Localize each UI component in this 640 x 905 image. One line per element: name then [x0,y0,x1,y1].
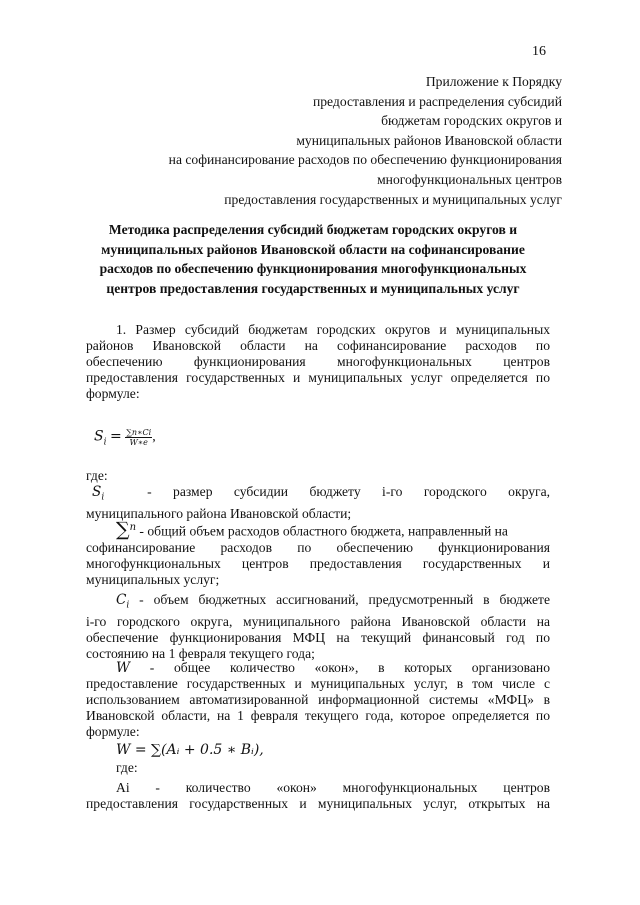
definition-line: Ai - количество «окон» многофункциональных центров [116,780,550,795]
definition-text: - общее количество «окон», в которых организовано [129,660,550,675]
formula-numerator: ∑n∗Ci [126,428,152,437]
title-line: муниципальных районов Ивановской области на софинансирование [101,241,525,257]
appendix-header [169,72,562,209]
definition-w [86,660,550,740]
paragraph-1 [86,322,550,402]
appendix-line: Приложение к Порядку [425,74,562,89]
definition-line: Ивановской области, на 1 февраля текущего года, которое определяется по [86,708,550,723]
definition-line: предоставление государственных и муниципальных услуг, в том числе с [86,676,550,691]
definition-a [86,780,550,812]
appendix-line: бюджетам городских округов и [381,113,562,129]
definition-text: - общий объем расходов областного бюджета, направленный на [136,523,508,539]
symbol-c: C [116,592,127,608]
document-title [56,220,570,298]
definition-text: - объем бюджетных ассигнований, предусмотренный в бюджете [129,592,550,607]
definition-line: муниципального района Ивановской области; [86,505,352,521]
definition-line [86,484,550,506]
symbol-n: n [129,522,137,533]
paragraph-line: обеспечению функционирования многофункциональных центров [86,354,550,369]
formula-windows: W = ∑(Aᵢ + 0.5 ∗ Bᵢ), [116,742,264,758]
formula-denominator: W∗e [129,438,148,447]
formula-fraction [125,428,152,447]
appendix-line: муниципальных районов Ивановской области [296,132,562,148]
page-number: 16 [532,44,546,59]
definition-line: i-го городского округа, муниципального района Ивановской области на [86,613,550,629]
paragraph-line: предоставления государственных и муниципальных услуг определяется по [86,370,550,385]
paragraph-line: формуле: [86,386,140,401]
definition-line [86,592,550,614]
symbol-w: W [116,660,130,676]
title-line: центров предоставления государственных и муниципальных услуг [106,280,520,296]
definition-sum-n [86,520,550,588]
appendix-line: на софинансирование расходов по обеспечению функционирования [168,152,562,168]
paragraph-line: 1. Размер субсидий бюджетам городских округов и муниципальных [116,322,550,337]
definition-line [86,660,550,676]
definition-line: муниципальных услуг; [86,571,220,587]
formula-lhs: S [94,428,104,445]
definition-text: - размер субсидии бюджету i-го городского округа, [147,484,551,499]
symbol-s-sub: i [101,492,105,503]
definition-c [86,592,550,662]
appendix-line: многофункциональных центров [377,171,562,187]
symbol-s: S [92,484,102,500]
paragraph-line: районов Ивановской области на софинансирование расходов по [86,338,550,353]
where-label: где: [86,468,108,483]
where-label-2: где: [116,760,138,775]
definition-line: состоянию на 1 февраля текущего года; [86,645,315,661]
definition-line: использованием автоматизированной информационной системы «МФЦ» в [86,692,550,707]
title-line: расходов по обеспечению функционирования многофункциональных [99,261,527,276]
appendix-line: предоставления и распределения субсидий [312,93,562,109]
sigma-symbol: ∑ [116,518,130,541]
appendix-line: предоставления государственных и муниципальных услуг [224,191,562,207]
title-line: Методика распределения субсидий бюджетам городских округов и [108,222,518,237]
definition-line: формуле: [86,724,140,739]
symbol-c-sub: i [126,600,130,611]
definition-line: предоставления государственных и муниципальных услуг, открытых на [86,796,550,811]
definition-line: обеспечение функционирования МФЦ на текущий финансовый год по [86,629,550,645]
formula-lhs-sub: i [103,437,107,448]
definition-line: многофункциональных центров предоставления государственных и [86,555,550,571]
definition-s [86,484,550,522]
formula-tail: , [152,429,156,445]
definition-line [86,520,550,540]
definition-line: софинансирование расходов по обеспечению функционирования [86,539,550,555]
formula-subsidy: $S_i$ = $\frac{\sum n∗Ci}{W∗e}$ , [94,428,156,448]
